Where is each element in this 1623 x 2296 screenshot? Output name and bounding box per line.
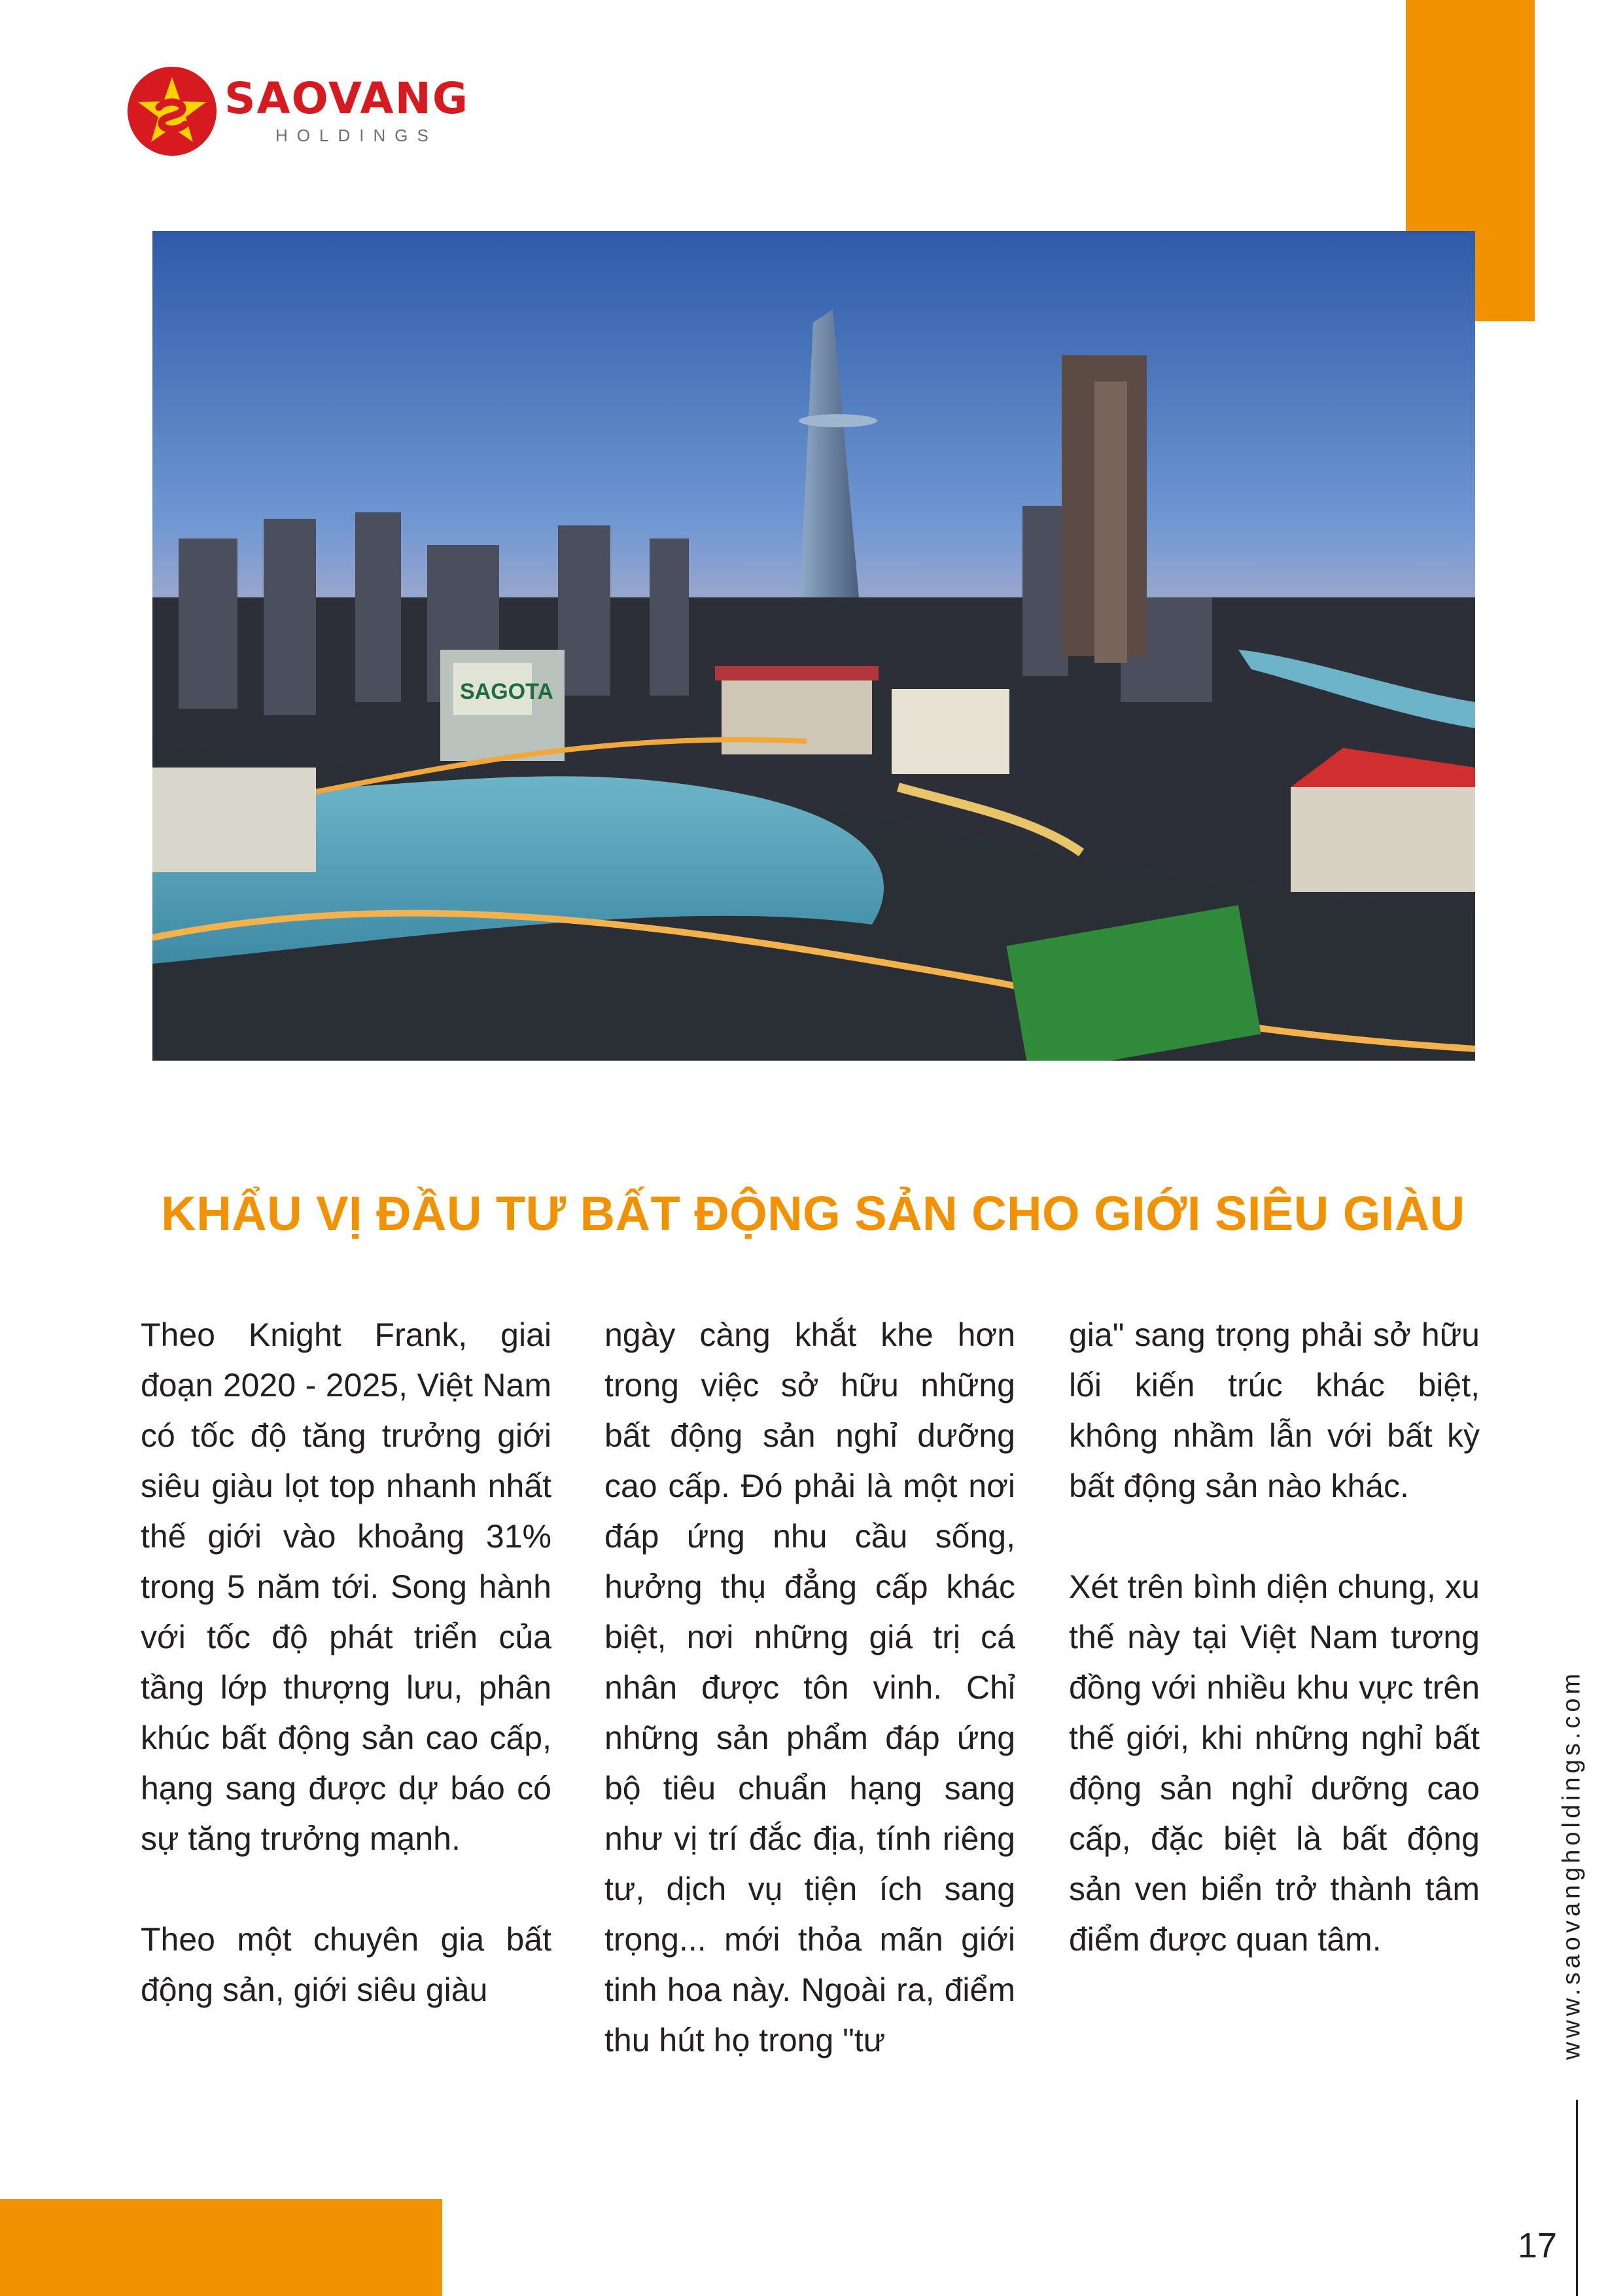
vertical-divider: [1576, 2100, 1578, 2296]
page-number: 17: [1518, 2226, 1558, 2265]
brand-name: SAOVANG: [224, 73, 470, 124]
bottom-accent-bar: [0, 2199, 442, 2296]
website-text: www.saovangholdings.com: [1558, 1669, 1586, 2060]
col1-paragraph-2: Theo một chuyên gia bất động sản, giới siêu giàu: [141, 1921, 551, 2008]
website-link[interactable]: [1546, 1636, 1598, 2094]
brand-subtitle: HOLDINGS: [275, 126, 438, 145]
star-logo-icon: [126, 65, 218, 157]
text-column-2: [604, 1310, 1015, 2066]
col3-paragraph-2: Xét trên bình diện chung, xu thế này tại Việt Nam tương đồng với nhiều khu vực trên thế giới, khi những nghỉ bất động sản nghỉ dưỡng cao cấp, đặc biệt là bất động sản ven biển trở thành tâm điểm được quan tâm.: [1069, 1568, 1480, 1958]
saovang-logo[interactable]: [126, 65, 470, 157]
col3-paragraph-1: gia" sang trọng phải sở hữu lối kiến trúc khác biệt, không nhầm lẫn với bất kỳ bất động sản nào khác.: [1069, 1316, 1480, 1504]
text-column-1: [141, 1310, 551, 2015]
text-column-3: [1069, 1310, 1480, 1965]
city-skyline-photo: [152, 231, 1475, 1061]
col2-paragraph-1: ngày càng khắt khe hơn trong việc sở hữu những bất động sản nghỉ dưỡng cao cấp. Đó phải là một nơi đáp ứng nhu cầu sống, hưởng thụ đẳng cấp khác biệt, nơi những giá trị cá nhân được tôn vinh. Chỉ những sản phẩm đáp ứng bộ tiêu chuẩn hạng sang như vị trí đắc địa, tính riêng tư, dịch vụ tiện ích sang trọng... mới thỏa mãn giới tinh hoa này. Ngoài ra, điểm thu hút họ trong "tư: [604, 1316, 1015, 2058]
sagota-sign: SAGOTA: [460, 679, 553, 704]
article-title: KHẨU VỊ ĐẦU TƯ BẤT ĐỘNG SẢN CHO GIỚI SIÊU GIÀU: [161, 1186, 1465, 1241]
col1-paragraph-1: Theo Knight Frank, giai đoạn 2020 - 2025, Việt Nam có tốc độ tăng trưởng giới siêu giàu lọt top nhanh nhất thế giới vào khoảng 31% trong 5 năm tới. Song hành với tốc độ phát triển của tầng lớp thượng lưu, phân khúc bất động sản cao cấp, hạng sang được dự báo có sự tăng trưởng mạnh.: [141, 1316, 551, 1857]
